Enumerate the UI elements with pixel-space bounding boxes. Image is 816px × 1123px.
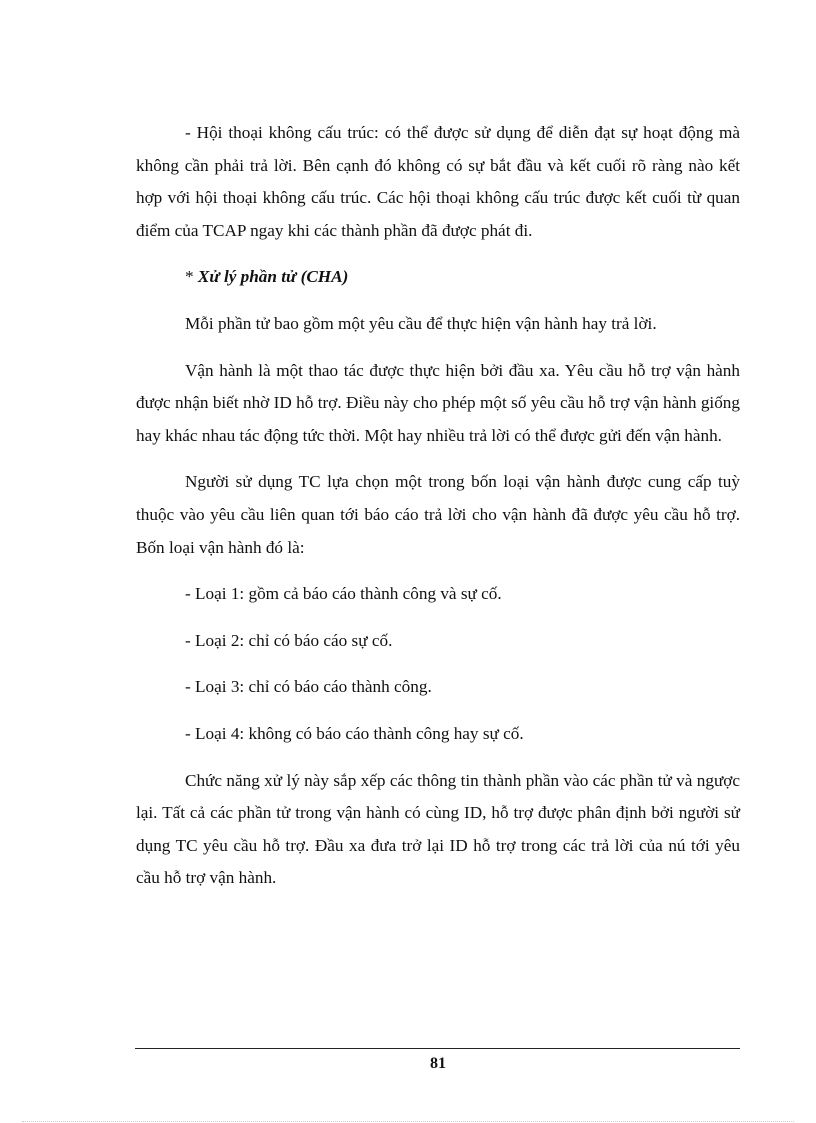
list-item-class-2: - Loại 2: chỉ có báo cáo sự cố. (185, 630, 393, 650)
paragraph-processing-function: Chức năng xử lý này sắp xếp các thông tin thành phần vào các phần tử và ngược lại. Tất cả các phần tử trong vận hành có cùng ID, hỗ trợ được phân định bởi người sử dụng TC yêu cầu hỗ trợ. Đầu xa đưa trở lại ID hỗ trợ trong các trả lời của nú tới yêu cầu hỗ trợ vận hành. (136, 770, 740, 888)
section-heading (136, 261, 740, 294)
paragraph-unstructured-dialogue: - Hội thoại không cấu trúc: có thể được sử dụng để diễn đạt sự hoạt động mà không cần phải trả lời. Bên cạnh đó không có sự bắt đầu và kết cuối rõ ràng nào kết hợp với hội thoại không cấu trúc. Các hội thoại không cấu trúc được kết cuối từ quan điểm của TCAP ngay khi các thành phần đã được phát đi. (136, 123, 740, 240)
page-body (136, 117, 740, 909)
paragraph-operation: Vận hành là một thao tác được thực hiện bởi đầu xa. Yêu cầu hỗ trợ vận hành được nhận biết nhờ ID hỗ trợ. Điều này cho phép một số yêu cầu hỗ trợ vận hành giống hay khác nhau tác động tức thời. Một hay nhiều trả lời có thể được gửi đến vận hành. (136, 360, 740, 445)
list-item-class-1: - Loại 1: gồm cả báo cáo thành công và sự cố. (185, 584, 502, 604)
paragraph-component-definition: Mỗi phần tử bao gồm một yêu cầu để thực hiện vận hành hay trả lời. (185, 313, 657, 333)
page-edge-dotted-line (22, 1121, 794, 1122)
list-item-class-4: - Loại 4: không có báo cáo thành công hay sự cố. (185, 723, 524, 743)
list-item-class-3: - Loại 3: chỉ có báo cáo thành công. (185, 677, 432, 697)
heading-bullet: * (185, 267, 198, 287)
paragraph-operation-classes: Người sử dụng TC lựa chọn một trong bốn loại vận hành được cung cấp tuỳ thuộc vào yêu cầu liên quan tới báo cáo trả lời cho vận hành đã được yêu cầu hỗ trợ. Bốn loại vận hành đó là: (136, 472, 740, 557)
heading-title: Xử lý phần tử (CHA) (197, 267, 349, 287)
footer-divider (135, 1048, 740, 1049)
page-number: 81 (430, 1055, 446, 1072)
